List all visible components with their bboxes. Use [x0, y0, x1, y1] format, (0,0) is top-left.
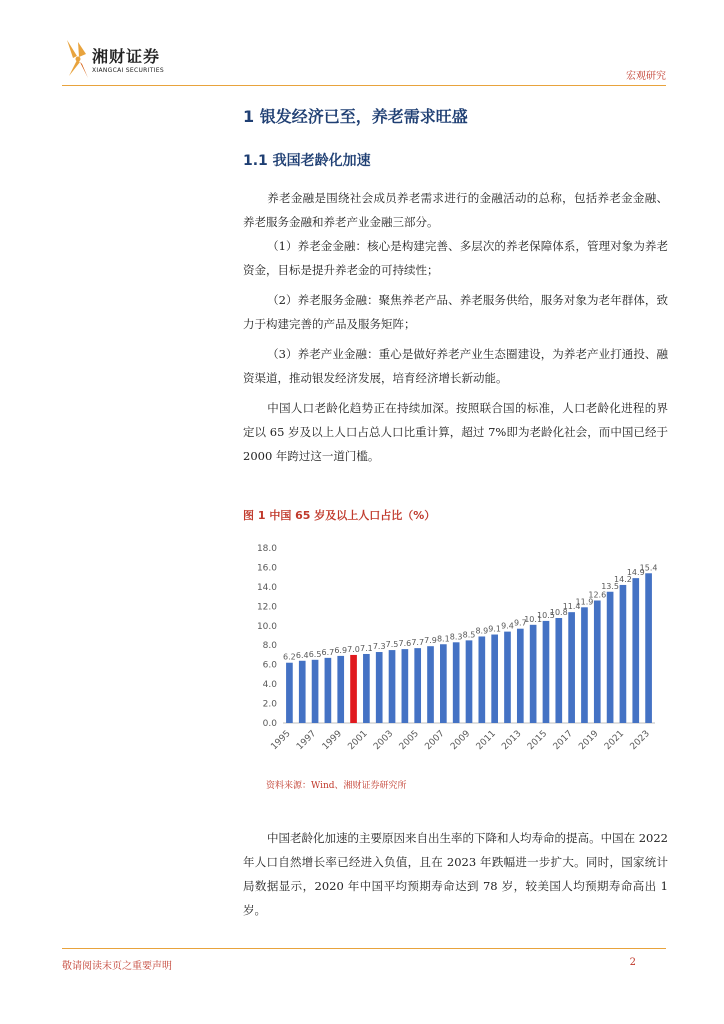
figure-source: 资料来源：Wind、湘财证券研究所 — [266, 781, 407, 791]
bar-value-label: 8.5 — [462, 630, 476, 640]
bar — [632, 578, 639, 723]
bar-value-label: 6.7 — [321, 647, 335, 657]
company-logo — [64, 38, 194, 82]
report-category-tag: 宏观研究 — [626, 71, 666, 82]
bar — [607, 592, 614, 723]
bar — [466, 640, 473, 723]
y-tick-label: 0.0 — [262, 719, 277, 729]
bar-value-label: 10.8 — [549, 608, 568, 617]
logo-mark-icon — [64, 38, 92, 82]
y-tick-label: 10.0 — [256, 621, 277, 632]
bar-value-label: 7.3 — [372, 642, 386, 652]
x-tick-label: 2009 — [449, 728, 473, 753]
bar-value-label: 7.9 — [424, 636, 437, 646]
bar — [581, 607, 588, 723]
bar — [453, 642, 460, 723]
paragraph-intro: 养老金融是围绕社会成员养老需求进行的金融活动的总称，包括养老金金融、养老服务金融和养老产业金融三部分。 — [243, 191, 668, 229]
bar-value-label: 9.7 — [513, 618, 527, 628]
y-tick-label: 14.0 — [256, 582, 277, 593]
header-divider — [62, 85, 666, 86]
bar — [402, 649, 409, 723]
bar-value-label: 10.1 — [524, 614, 543, 624]
bar-value-label: 8.1 — [436, 634, 450, 644]
bar — [337, 656, 344, 723]
x-tick-label: 2001 — [346, 728, 370, 753]
x-tick-label: 2007 — [423, 728, 447, 753]
bar — [555, 618, 562, 723]
logo-text-cn: 湘财证券 — [92, 47, 161, 66]
bar-value-label: 7.1 — [360, 643, 373, 653]
bar — [491, 635, 498, 723]
x-tick-label: 1999 — [320, 728, 345, 753]
bar-value-label: 10.5 — [537, 610, 555, 620]
bar — [325, 658, 332, 723]
bar-value-label: 6.9 — [334, 645, 348, 655]
bar-value-label: 13.5 — [601, 581, 620, 591]
paragraph-item-1: （1）养老金金融：核心是构建完善、多层次的养老保障体系，管理对象为养老资金，目标是提升养老金的可持续性； — [243, 239, 668, 277]
figure-title: 图 1 中国 65 岁及以上人口占比（%） — [243, 509, 436, 522]
x-tick-label: 2015 — [525, 728, 550, 753]
footer-divider — [62, 948, 666, 949]
bar — [350, 655, 357, 723]
x-tick-label: 2019 — [577, 728, 601, 753]
bar-value-label: 9.1 — [488, 624, 502, 634]
x-tick-label: 1997 — [295, 728, 319, 753]
bar-chart — [243, 530, 663, 765]
bar — [427, 646, 434, 723]
bar — [530, 625, 537, 723]
x-tick-label: 2005 — [397, 728, 421, 753]
bar — [376, 652, 383, 723]
bar-value-label: 11.9 — [575, 597, 594, 607]
paragraph-aging: 中国人口老龄化趋势正在持续加深。按照联合国的标准，人口老龄化进程的界定以 65 岁及以上人口占总人口比重计算，超过 7%即为老龄化社会，而中国已经于 2000 年跨过这一道门槛。 — [243, 401, 668, 463]
bar-value-label: 7.0 — [347, 644, 360, 654]
bar — [620, 585, 627, 723]
y-tick-label: 6.0 — [262, 660, 277, 671]
bar — [594, 601, 601, 724]
bar-value-label: 8.9 — [475, 626, 489, 636]
bar — [568, 612, 575, 723]
bar — [312, 660, 319, 723]
x-tick-label: 1995 — [269, 728, 293, 753]
y-tick-label: 2.0 — [262, 699, 277, 710]
bar — [363, 654, 370, 723]
x-tick-label: 2017 — [551, 728, 575, 753]
paragraph-causes: 中国老龄化加速的主要原因来自出生率的下降和人均寿命的提高。中国在 2022 年人口自然增长率已经进入负值，且在 2023 年跌幅进一步扩大。同时，国家统计局数据显示，2020 年中国平均预期寿命达到 78 岁，较美国人均预期寿命高出 1 岁。 — [243, 831, 668, 917]
bar-value-label: 11.4 — [562, 602, 581, 612]
footer-disclaimer: 敬请阅读末页之重要声明 — [62, 961, 172, 972]
y-tick-label: 12.0 — [256, 602, 277, 613]
subsection-heading: 1.1 我国老龄化加速 — [243, 153, 371, 169]
y-tick-label: 4.0 — [262, 680, 277, 691]
bar — [504, 632, 511, 723]
bar-value-label: 6.5 — [308, 649, 322, 659]
bar-value-label: 7.7 — [411, 638, 425, 648]
bar-value-label: 14.9 — [626, 568, 645, 578]
logo-text-en: XIANGCAI SECURITIES — [92, 67, 164, 74]
bar-value-label: 7.5 — [385, 640, 399, 650]
bar-value-label: 6.2 — [283, 652, 296, 662]
section-heading: 1 银发经济已至，养老需求旺盛 — [243, 107, 468, 126]
y-tick-label: 16.0 — [256, 563, 277, 574]
bar — [389, 650, 396, 723]
x-tick-label: 2021 — [602, 728, 627, 753]
bar-value-label: 7.6 — [398, 639, 412, 649]
x-tick-label: 2013 — [500, 728, 524, 753]
bar-value-label: 15.4 — [639, 563, 658, 573]
bar — [517, 629, 524, 723]
page-number: 2 — [629, 957, 636, 968]
bar — [286, 663, 293, 723]
bar-value-label: 14.2 — [614, 574, 632, 584]
bar — [478, 636, 485, 723]
bar — [299, 661, 306, 723]
bar-value-label: 8.3 — [449, 632, 463, 642]
y-tick-label: 8.0 — [262, 641, 277, 652]
bar — [440, 644, 447, 723]
bar-value-label: 9.4 — [501, 621, 514, 631]
y-tick-label: 18.0 — [256, 544, 277, 554]
bar — [645, 573, 652, 723]
bar-value-label: 12.6 — [588, 590, 607, 600]
x-tick-label: 2011 — [474, 728, 498, 753]
bar — [414, 648, 421, 723]
bar — [543, 621, 550, 723]
bar-value-label: 6.4 — [295, 650, 309, 660]
paragraph-item-2: （2）养老服务金融：聚焦养老产品、养老服务供给，服务对象为老年群体，致力于构建完善的产品及服务矩阵； — [243, 293, 668, 331]
x-tick-label: 2023 — [628, 728, 652, 753]
x-tick-label: 2003 — [372, 728, 396, 753]
paragraph-item-3: （3）养老产业金融：重心是做好养老产业生态圈建设，为养老产业打通投、融资渠道，推动银发经济发展，培育经济增长新动能。 — [243, 347, 668, 385]
